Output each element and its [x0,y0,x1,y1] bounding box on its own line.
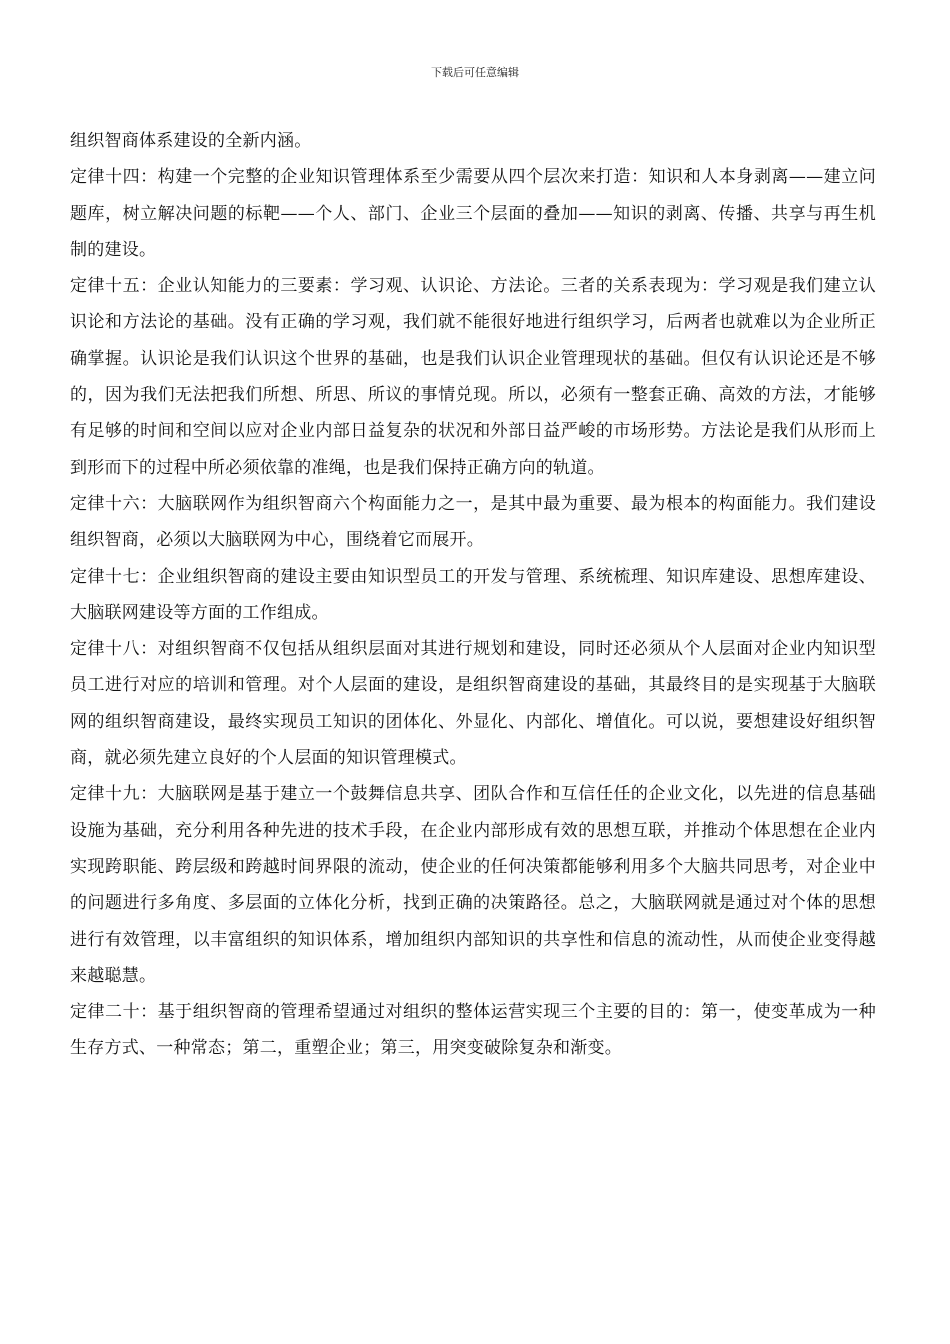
document-body [70,123,876,1067]
page-header: 下载后可任意编辑 [431,66,519,79]
paragraph: 组织智商体系建设的全新内涵。 [70,131,312,151]
paragraph-law-19: 定律十九：大脑联网是基于建立一个鼓舞信息共享、团队合作和互信任任的企业文化，以先进的信息基础设施为基础，充分利用各种先进的技术手段，在企业内部形成有效的思想互联，并推动个体思想在企业内实现跨职能、跨层级和跨越时间界限的流动，使企业的任何决策都能够利用多个大脑共同思考，对企业中的问题进行多角度、多层面的立体化分析，找到正确的决策路径。总之，大脑联网就是通过对个体的思想进行有效管理，以丰富组织的知识体系，增加组织内部知识的共享性和信息的流动性，从而使企业变得越来越聪慧。 [70,784,876,986]
paragraph-law-16: 定律十六：大脑联网作为组织智商六个构面能力之一，是其中最为重要、最为根本的构面能力。我们建设组织智商，必须以大脑联网为中心，围绕着它而展开。 [70,493,876,551]
paragraph-law-15: 定律十五：企业认知能力的三要素：学习观、认识论、方法论。三者的关系表现为：学习观是我们建立认识论和方法论的基础。没有正确的学习观，我们就不能很好地进行组织学习，后两者也就难以为企业所正确掌握。认识论是我们认识这个世界的基础，也是我们认识企业管理现状的基础。但仅有认识论还是不够的，因为我们无法把我们所想、所思、所议的事情兑现。所以，必须有一整套正确、高效的方法，才能够有足够的时间和空间以应对企业内部日益复杂的状况和外部日益严峻的市场形势。方法论是我们从形而上到形而下的过程中所必须依靠的准绳，也是我们保持正确方向的轨道。 [70,276,876,478]
paragraph-law-14: 定律十四：构建一个完整的企业知识管理体系至少需要从四个层次来打造：知识和人本身剥离——建立问题库，树立解决问题的标靶——个人、部门、企业三个层面的叠加——知识的剥离、传播、共享与再生机制的建设。 [70,167,876,260]
paragraph-law-20: 定律二十：基于组织智商的管理希望通过对组织的整体运营实现三个主要的目的：第一，使变革成为一种生存方式、一种常态；第二，重塑企业；第三，用突变破除复杂和渐变。 [70,1002,876,1059]
paragraph-law-17: 定律十七：企业组织智商的建设主要由知识型员工的开发与管理、系统梳理、知识库建设、思想库建设、大脑联网建设等方面的工作组成。 [70,566,876,623]
paragraph-law-18: 定律十八：对组织智商不仅包括从组织层面对其进行规划和建设，同时还必须从个人层面对企业内知识型员工进行对应的培训和管理。对个人层面的建设，是组织智商建设的基础，其最终目的是实现基于大脑联网的组织智商建设，最终实现员工知识的团体化、外显化、内部化、增值化。可以说，要想建设好组织智商，就必须先建立良好的个人层面的知识管理模式。 [70,639,876,769]
